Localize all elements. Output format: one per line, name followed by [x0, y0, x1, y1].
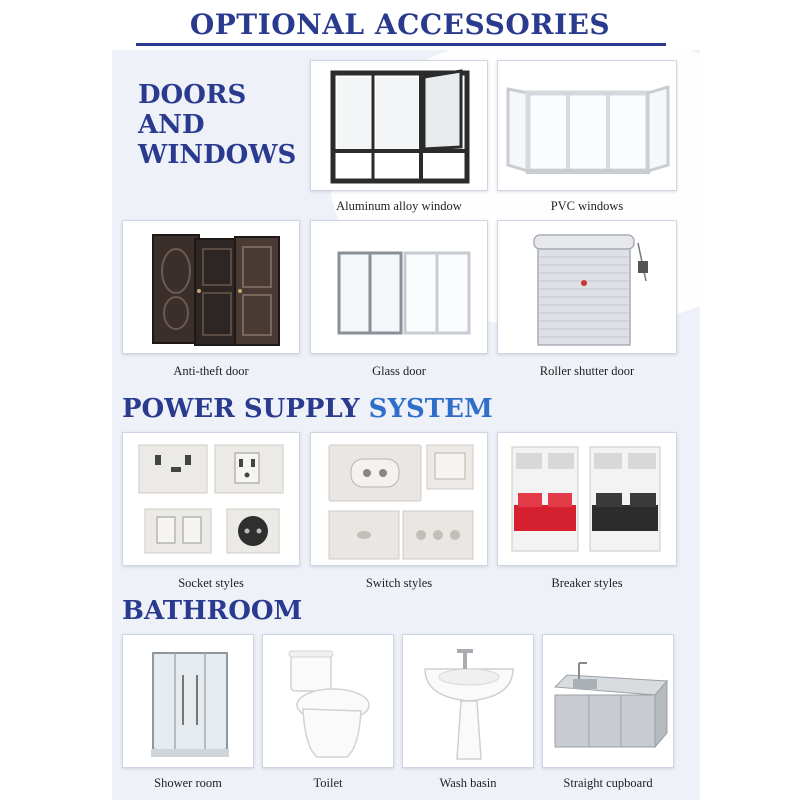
antitheft-door-image [123, 221, 300, 354]
shower-room-card[interactable] [122, 634, 254, 768]
title-underline [136, 43, 666, 46]
socket-styles-card[interactable] [122, 432, 300, 566]
aluminum-window-image [311, 61, 488, 191]
breaker-styles-image [498, 433, 677, 566]
socket-styles-image [123, 433, 300, 566]
power-supply-heading [122, 394, 493, 424]
pvc-window-image [498, 61, 677, 191]
bathroom-heading: BATHROOM [122, 596, 303, 626]
toilet-image [263, 635, 394, 768]
switch-styles-caption: Switch styles [365, 576, 433, 590]
straight-cupboard-caption: Straight cupboard [563, 776, 653, 790]
pvc-window-card[interactable] [497, 60, 677, 191]
power-supply-heading-main: POWER SUPPLY [122, 394, 360, 424]
toilet-caption: Toilet [313, 776, 343, 790]
wash-basin-image [403, 635, 534, 768]
straight-cupboard-image [543, 635, 674, 768]
wash-basin-card[interactable] [402, 634, 534, 768]
power-supply-heading-accent: SYSTEM [368, 394, 493, 424]
aluminum-window-caption: Aluminum alloy window [336, 199, 462, 213]
switch-styles-image [311, 433, 488, 566]
glass-door-caption: Glass door [372, 364, 426, 378]
straight-cupboard-card[interactable] [542, 634, 674, 768]
shower-room-image [123, 635, 254, 768]
glass-door-image [311, 221, 488, 354]
switch-styles-card[interactable] [310, 432, 488, 566]
toilet-card[interactable] [262, 634, 394, 768]
wash-basin-caption: Wash basin [439, 776, 497, 790]
roller-shutter-image [498, 221, 677, 354]
roller-shutter-caption: Roller shutter door [539, 364, 635, 378]
roller-shutter-card[interactable] [497, 220, 677, 354]
socket-styles-caption: Socket styles [178, 576, 244, 590]
shower-room-caption: Shower room [154, 776, 222, 790]
glass-door-card[interactable] [310, 220, 488, 354]
aluminum-window-card[interactable] [310, 60, 488, 191]
pvc-window-caption: PVC windows [550, 199, 624, 213]
breaker-styles-card[interactable] [497, 432, 677, 566]
breaker-styles-caption: Breaker styles [551, 576, 623, 590]
doors-windows-heading: DOORS AND WINDOWS [138, 80, 297, 170]
antitheft-door-caption: Anti-theft door [173, 364, 249, 378]
antitheft-door-card[interactable] [122, 220, 300, 354]
page-title: OPTIONAL ACCESSORIES [189, 8, 611, 41]
